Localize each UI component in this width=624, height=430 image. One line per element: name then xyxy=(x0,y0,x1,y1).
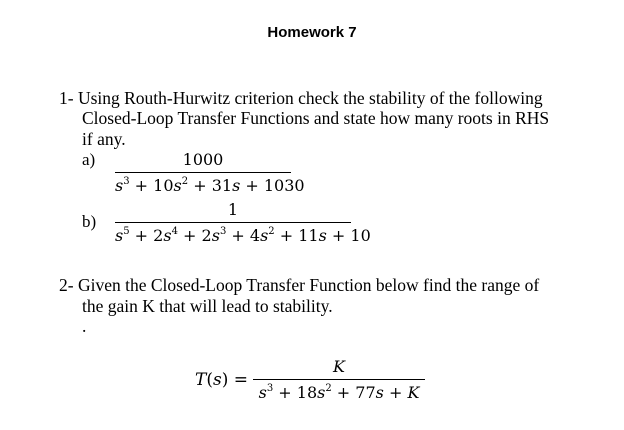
q1b-numerator: 1 xyxy=(227,200,239,219)
q2-numerator: K xyxy=(333,357,345,376)
q1a-numerator: 1000 xyxy=(182,150,224,169)
q1-line-3: if any. xyxy=(82,129,126,149)
q1-line-2: Closed-Loop Transfer Functions and state how many roots in RHS xyxy=(82,108,550,128)
q2-line-2: the gain K that will lead to stability. xyxy=(82,296,333,316)
q1b-denominator: $s^5 + 2s^4 + 2s^3 + 4s^2 + 11s + 10$ xyxy=(115,226,371,245)
q1a-label: a) xyxy=(82,150,96,169)
q2-line-1: 2- Given the Closed-Loop Transfer Function below find the range of xyxy=(59,275,540,295)
q1b-fraction-bar xyxy=(115,222,351,223)
q2-denominator: $s^3 + 18s^2 + 77s + K$ xyxy=(258,383,420,402)
q1a-denominator: $s^3 + 10s^2 + 31s + 1030$ xyxy=(115,176,305,195)
q2-transfer-function-lhs: T(s) = xyxy=(195,370,248,390)
q1b-label: b) xyxy=(82,212,97,231)
q1a-fraction-bar xyxy=(115,172,291,173)
q1b-fraction xyxy=(115,200,371,246)
q2-fraction xyxy=(253,357,425,403)
q1a-fraction xyxy=(115,150,305,196)
document-title: Homework 7 xyxy=(267,24,357,41)
q2-bullet: . xyxy=(82,316,87,336)
q1-line-1: 1- Using Routh-Hurwitz criterion check the stability of the following xyxy=(59,88,543,108)
q2-fraction-bar xyxy=(253,379,425,380)
